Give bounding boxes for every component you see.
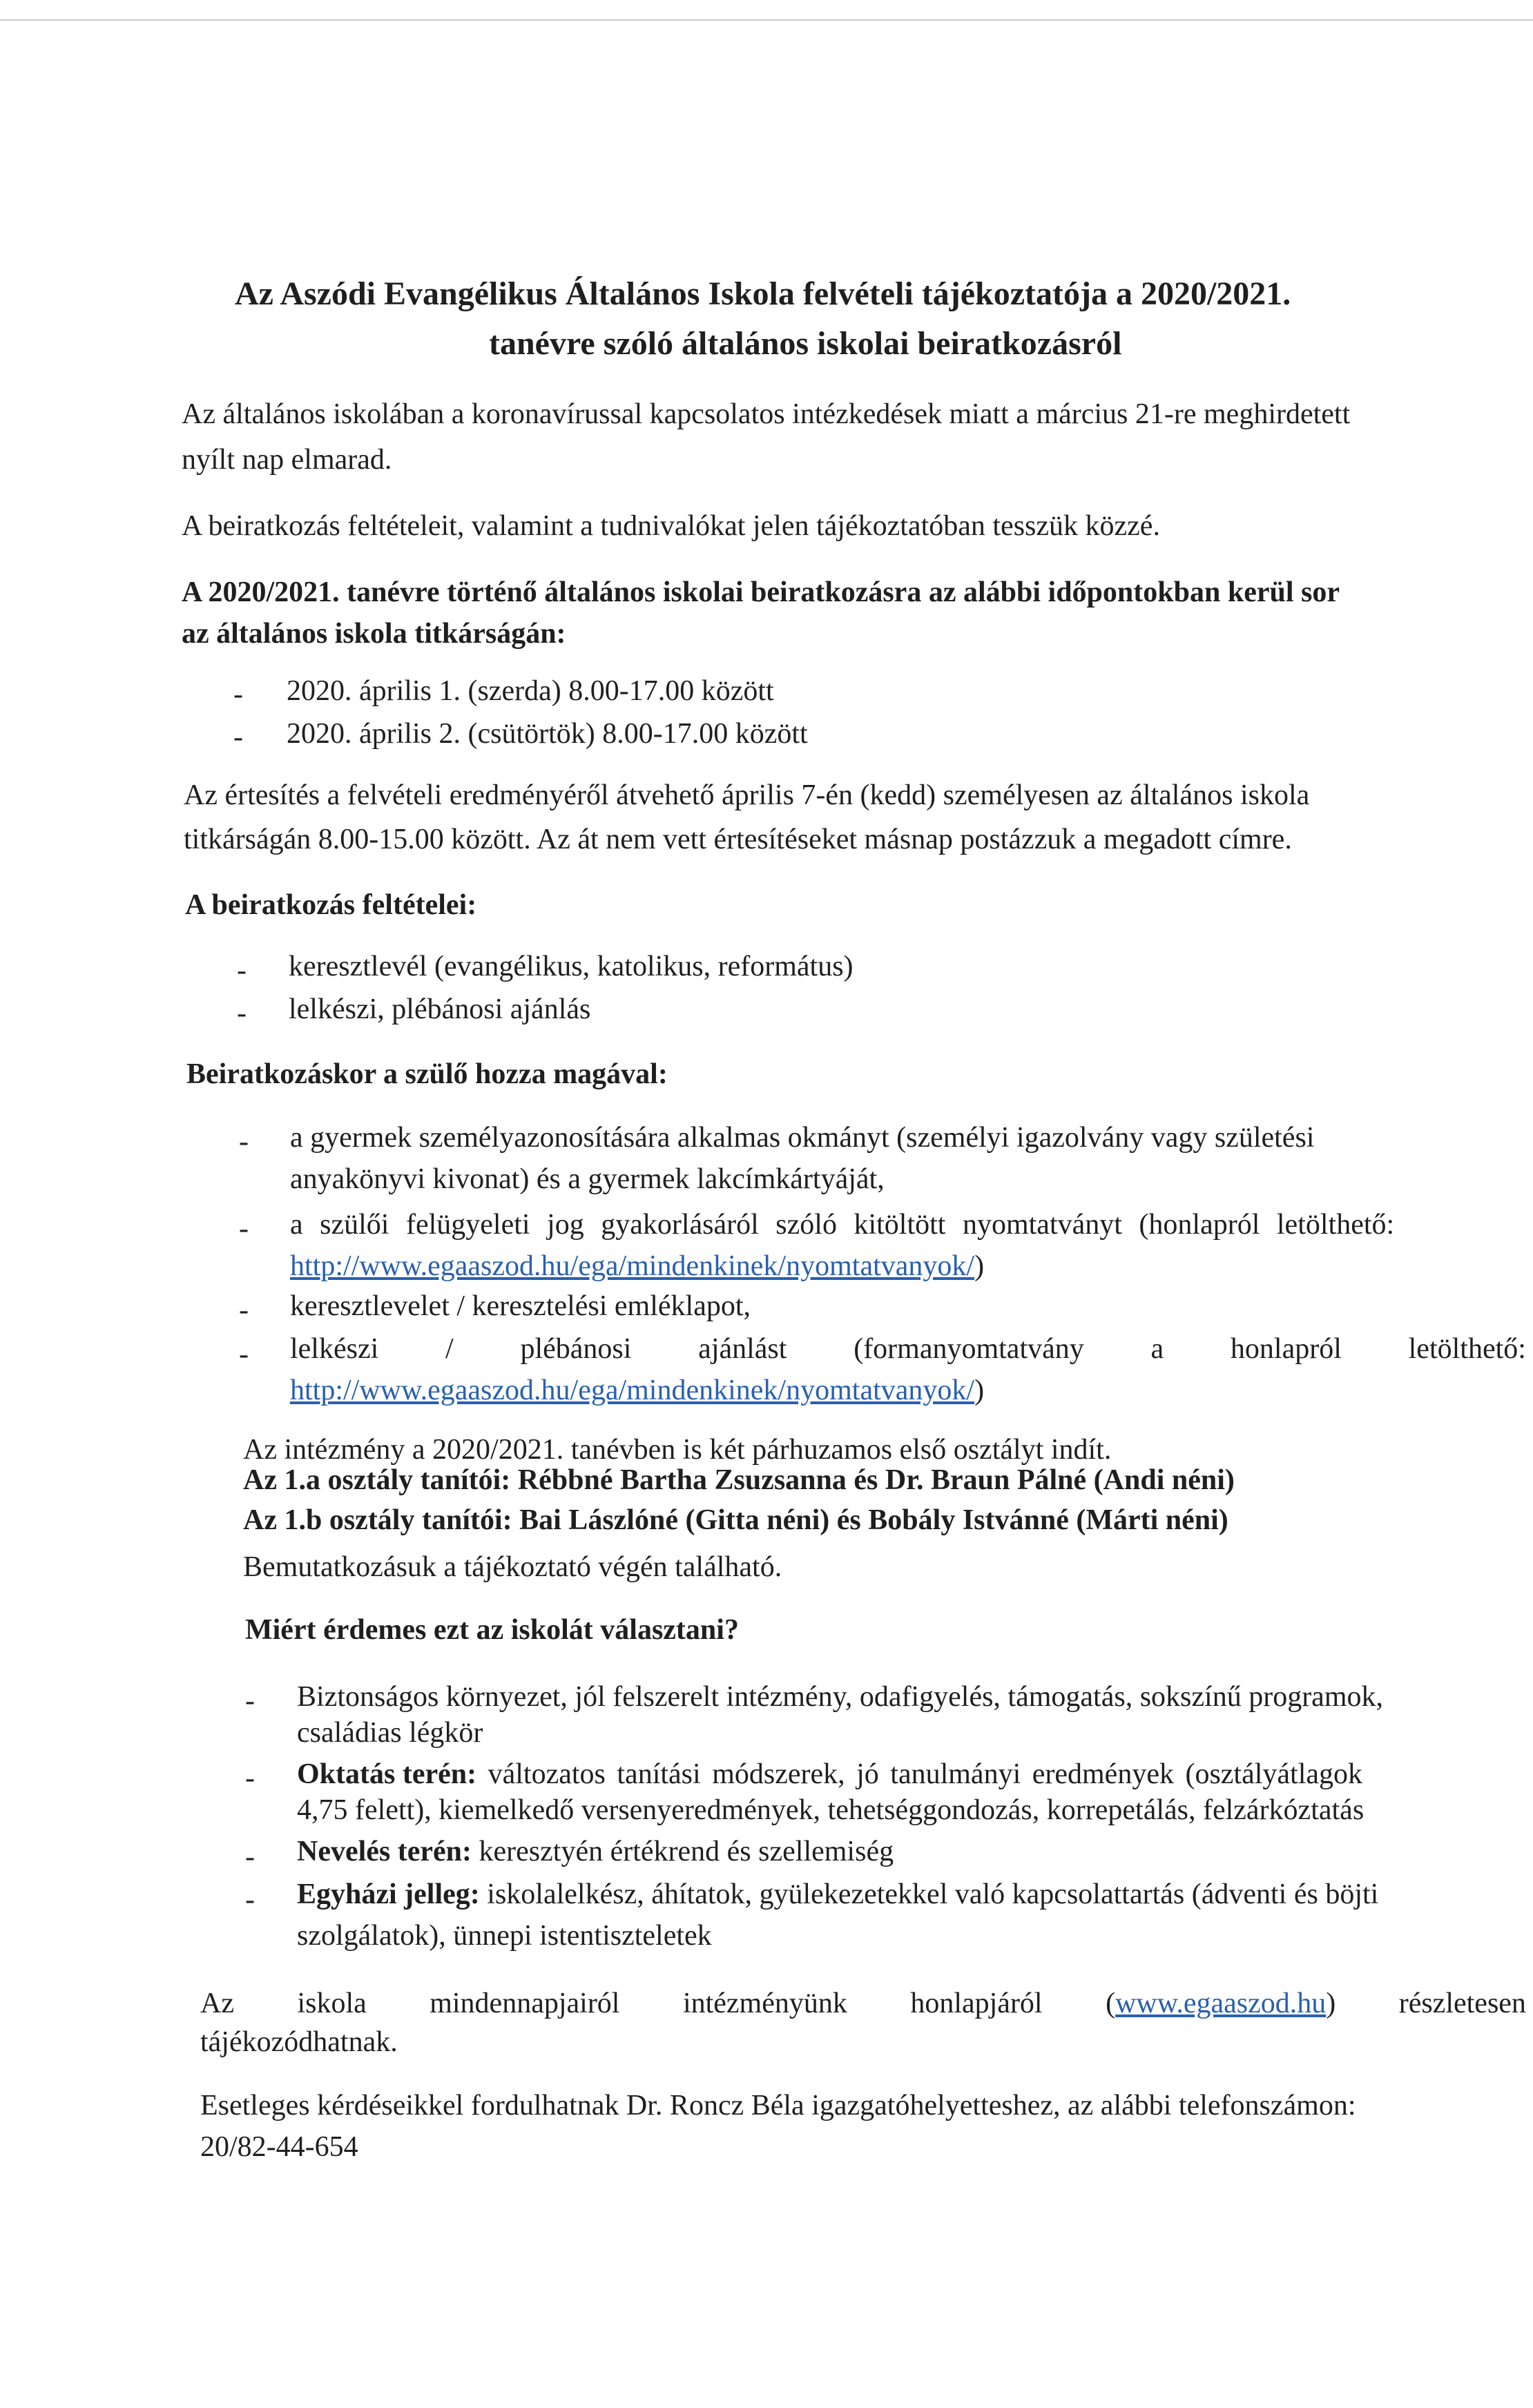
homepage-line-2: tájékozódhatnak. — [200, 2026, 398, 2058]
homepage-link[interactable]: www.egaaszod.hu — [1115, 1988, 1327, 2019]
contact-line-1: Esetleges kérdéseikkel fordulhatnak Dr. Roncz Béla igazgatóhelyetteshez, az alábbi telefonszámon: — [200, 2090, 1356, 2121]
bring-item-2-line-1: a szülői felügyeleti jog gyakorlásáról szóló kitöltött nyomtatványt (honlapról letölthető: — [290, 1209, 1395, 1241]
homepage-word: intézményünk — [682, 1988, 847, 2019]
intro-paragraph-line-1: Az általános iskolában a koronavírussal kapcsolatos intézkedések miatt a március 21-re meghirdetett — [182, 398, 1351, 430]
why-item-1-dash: - — [245, 1685, 255, 1717]
bring-item-4-word: (formanyomtatvány — [854, 1333, 1084, 1365]
forms-link-2[interactable]: http://www.egaaszod.hu/ega/mindenkinek/nyomtatvanyok/ — [290, 1375, 975, 1406]
dates-item-2: 2020. április 2. (csütörtök) 8.00-17.00 között — [287, 718, 808, 750]
dates-heading-line-1: A 2020/2021. tanévre történő általános iskolai beiratkozásra az alábbi időpontokban kerül sor — [182, 576, 1340, 608]
forms-link-2-close: ) — [974, 1375, 985, 1406]
homepage-link-wrap: (www.egaaszod.hu) — [1106, 1988, 1336, 2019]
conditions-item-2: lelkészi, plébánosi ajánlás — [289, 993, 591, 1025]
why-item-3-text: keresztyén értékrend és szellemiség — [472, 1836, 894, 1867]
bring-item-2-line-2 — [290, 1248, 984, 1284]
intro-paragraph-line-2: nyílt nap elmarad. — [182, 444, 392, 476]
dates-item-2-dash: - — [233, 721, 243, 753]
bring-item-4-word: plébánosi — [520, 1333, 632, 1365]
conditions-heading: A beiratkozás feltételei: — [185, 889, 477, 921]
notification-line-2: titkárságán 8.00-15.00 között. Az át nem vett értesítéseket másnap postázzuk a megadott címre. — [184, 824, 1292, 855]
classes-line-1: Az intézmény a 2020/2021. tanévben is két párhuzamos első osztályt indít. — [243, 1434, 1112, 1466]
notification-line-1: Az értesítés a felvételi eredményéről átvehető április 7-én (kedd) személyesen az általános iskola — [184, 779, 1310, 811]
dates-item-1-dash: - — [233, 679, 243, 710]
forms-link-1[interactable]: http://www.egaaszod.hu/ega/mindenkinek/nyomtatvanyok/ — [290, 1250, 975, 1282]
why-item-1-line-1: Biztonságos környezet, jól felszerelt intézmény, odafigyelés, támogatás, sokszínű programok, — [297, 1681, 1383, 1713]
why-item-3 — [297, 1834, 894, 1870]
bring-item-3-dash: - — [239, 1294, 249, 1326]
conditions-item-1: keresztlevél (evangélikus, katolikus, református) — [289, 951, 854, 982]
bring-item-1-line-1: a gyermek személyazonosítására alkalmas okmányt (személyi igazolvány vagy születési — [290, 1122, 1315, 1154]
why-heading: Miért érdemes ezt az iskolát választani? — [245, 1614, 739, 1646]
bring-item-1-dash: - — [239, 1126, 249, 1158]
homepage-word: mindennapjairól — [430, 1988, 620, 2019]
homepage-word: részletesen — [1398, 1988, 1526, 2019]
bring-item-4-line-2 — [290, 1372, 984, 1408]
forms-link-1-close: ) — [974, 1250, 985, 1282]
bring-item-2-dash: - — [239, 1213, 249, 1245]
why-item-2-line-1 — [297, 1756, 1362, 1792]
intro-paragraph-2: A beiratkozás feltételeit, valamint a tudnivalókat jelen tájékoztatóban tesszük közzé. — [182, 510, 1160, 542]
homepage-word: honlapjáról — [910, 1988, 1043, 2019]
homepage-line-1 — [200, 1985, 1526, 2021]
conditions-item-2-dash: - — [237, 998, 247, 1029]
classes-line-4: Bemutatkozásuk a tájékoztató végén található. — [243, 1551, 782, 1583]
why-item-2-text: változatos tanítási módszerek, jó tanulmányi eredmények (osztályátlagok — [476, 1758, 1363, 1790]
bring-item-4-word: letölthető: — [1408, 1333, 1526, 1365]
class-1b-teachers: Az 1.b osztály tanítói: Bai Lászlóné (Gitta néni) és Bobály Istvánné (Márti néni) — [243, 1504, 1228, 1536]
title-line-2: tanévre szóló általános iskolai beiratkozásról — [489, 325, 1122, 362]
bring-item-4-word: honlapról — [1230, 1333, 1342, 1365]
bring-item-4-line-1 — [290, 1331, 1526, 1367]
homepage-word: iskola — [297, 1988, 367, 2019]
why-item-4-label: Egyházi jelleg: — [297, 1878, 480, 1910]
bring-item-1-line-2: anyakönyvi kivonat) és a gyermek lakcímkártyáját, — [290, 1163, 885, 1195]
homepage-word: Az — [200, 1988, 234, 2019]
bring-item-3: keresztlevelet / keresztelési emléklapot, — [290, 1290, 751, 1322]
why-item-4-dash: - — [245, 1884, 255, 1916]
bring-item-4-word: a — [1150, 1333, 1164, 1365]
why-item-4-line-2: szolgálatok), ünnepi istentiszteletek — [297, 1920, 712, 1952]
why-item-1-line-2: családias légkör — [297, 1717, 483, 1749]
why-item-4-text: iskolalelkész, áhítatok, gyülekezetekkel való kapcsolattartás (ádventi és böjti — [479, 1878, 1379, 1910]
class-1a-teachers: Az 1.a osztály tanítói: Rébbné Bartha Zsuzsanna és Dr. Braun Pálné (Andi néni) — [243, 1464, 1235, 1496]
dates-item-1: 2020. április 1. (szerda) 8.00-17.00 között — [287, 675, 774, 707]
why-item-2-line-2: 4,75 felett), kiemelkedő versenyeredmények, tehetséggondozás, korrepetálás, felzárkóztatás — [297, 1794, 1365, 1826]
title-line-1: Az Aszódi Evangélikus Általános Iskola felvételi tájékoztatója a 2020/2021. — [235, 275, 1291, 312]
why-item-2-dash: - — [245, 1763, 255, 1794]
why-item-4-line-1 — [297, 1876, 1378, 1912]
conditions-item-1-dash: - — [237, 955, 247, 987]
why-item-2-label: Oktatás terén: — [297, 1758, 477, 1790]
bring-item-4-word: lelkészi — [290, 1333, 379, 1365]
why-item-3-label: Nevelés terén: — [297, 1836, 472, 1867]
bring-item-4-word: ajánlást — [698, 1333, 787, 1365]
bring-item-4-dash: - — [239, 1339, 249, 1370]
bring-item-4-word: / — [445, 1333, 454, 1365]
bring-heading: Beiratkozáskor a szülő hozza magával: — [186, 1058, 668, 1090]
contact-phone: 20/82-44-654 — [200, 2131, 358, 2163]
why-item-3-dash: - — [245, 1841, 255, 1873]
dates-heading-line-2: az általános iskola titkárságán: — [182, 618, 566, 650]
